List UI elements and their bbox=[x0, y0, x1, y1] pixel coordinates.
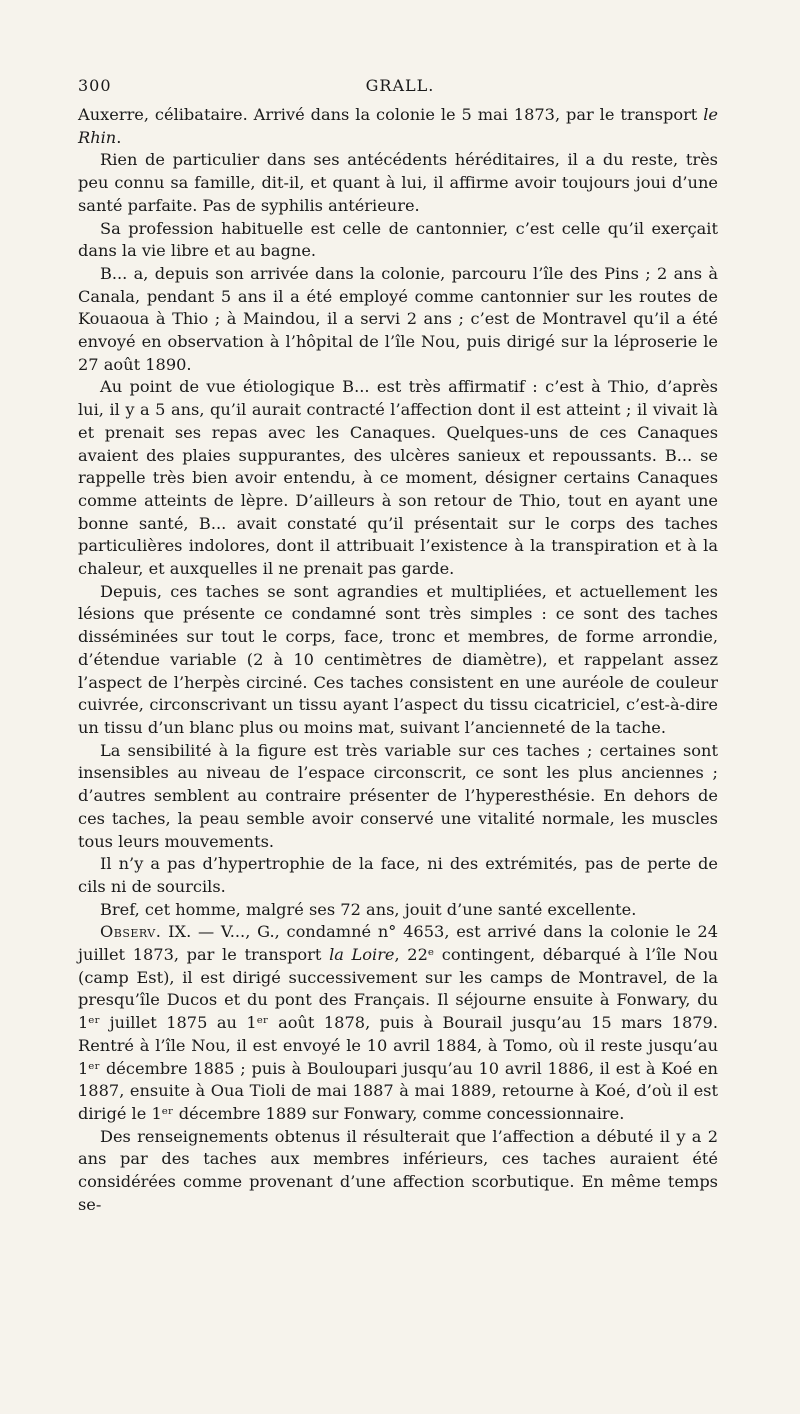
paragraph-11: Des renseignements obtenus il résulterait que l’affection a débuté il y a 2 ans par des taches aux membres inférieurs, ces taches auraient été considérées comme provenant d’une affection scorbutique. En même temps se- bbox=[78, 1126, 718, 1214]
paragraph-1-end: . bbox=[116, 127, 122, 147]
paragraph-6: Depuis, ces taches se sont agrandies et multipliées, et actuellement les lésions que présente ce condamné sont très simples : ce sont des taches disséminées sur tout le corps, face, tronc et membres, de forme arrondie, d’étendue variable (2 à 10 centimètres de diamètre), et rappelant assez l’aspect de l’herpès circiné. Ces taches consistent en une auréole de couleur cuivrée, circonscrivant un tissu ayant l’aspect du tissu cicatriciel, c’est-à-dire un tissu d’un blanc plus ou moins mat, suivant l’ancienneté de la tache. bbox=[78, 581, 718, 737]
paragraph-5: Au point de vue étiologique B... est très affirmatif : c’est à Thio, d’après lui, il y a 5 ans, qu’il aurait contracté l’affection dont il est atteint ; il vivait là et prenait ses repas avec les Canaques. Quelques-uns de ces Canaques avaient des plaies suppurantes, des ulcères sanieux et repoussants. B... se rappelle très bien avoir entendu, à ce moment, désigner certains Canaques comme atteints de lèpre. D’ailleurs à son retour de Thio, tout en ayant une bonne santé, B... avait constaté qu’il présentait sur le corps des taches particulières indolores, dont il attribuait l’existence à la transpiration et à la chaleur, et auxquelles il ne prenait pas garde. bbox=[78, 377, 718, 579]
page-number: 300 bbox=[78, 76, 112, 95]
paragraph-1 bbox=[78, 104, 718, 149]
observation-label: Observ. bbox=[100, 922, 162, 942]
ship-name-loire: la Loire bbox=[329, 945, 395, 965]
paragraph-9: Bref, cet homme, malgré ses 72 ans, jouit d’une santé excellente. bbox=[100, 899, 637, 919]
observation-ix-text: IX. — V..., G., condamné n° 4653, est arrivé dans la colonie le 24 juillet 1873, par le transport bbox=[78, 922, 718, 965]
paragraph-1-text: Auxerre, célibataire. Arrivé dans la colonie le 5 mai 1873, par le transport bbox=[78, 105, 704, 124]
paragraph-2: Rien de particulier dans ses antécédents héréditaires, il a du reste, très peu connu sa famille, dit-il, et quant à lui, il affirme avoir toujours joui d’une santé parfaite. Pas de syphilis antérieure. bbox=[78, 150, 718, 215]
observation-ix-text-continued: , 22ᵉ contingent, débarqué à l’île Nou (camp Est), il est dirigé successivement sur les camps de Montravel, de la presqu’île Ducos et du pont des Français. Il séjourne ensuite à Fonwary, du 1ᵉʳ juillet 1875 au 1ᵉʳ août 1878, puis à Bourail jusqu’au 15 mars 1879. Rentré à l’île Nou, il est envoyé le 10 avril 1884, à Tomo, où il reste jusqu’au 1ᵉʳ décembre 1885 ; puis à Bouloupari jusqu’au 10 avril 1886, il est à Koé en 1887, ensuite à Oua Tioli de mai 1887 à mai 1889, retourne à Koé, d’où il est dirigé le 1ᵉʳ décembre 1889 sur Fonwary, comme concessionnaire. bbox=[78, 945, 718, 1123]
paragraph-4: B... a, depuis son arrivée dans la colonie, parcouru l’île des Pins ; 2 ans à Canala, pendant 5 ans il a été employé comme cantonnier sur les routes de Kouaoua à Thio ; à Maindou, il a servi 2 ans ; c’est de Montravel qu’il a été envoyé en observation à l’hôpital de l’île Nou, puis dirigé sur la léproserie le 27 août 1890. bbox=[78, 263, 718, 374]
observation-ix-paragraph bbox=[78, 921, 718, 1125]
running-title: GRALL. bbox=[365, 76, 435, 95]
body-text bbox=[78, 104, 718, 1216]
paragraph-7: La sensibilité à la figure est très variable sur ces taches ; certaines sont insensibles au niveau de l’espace circonscrit, ce sont les plus anciennes ; d’autres semblent au contraire présenter de l’hyperesthésie. En dehors de ces taches, la peau semble avoir conservé une vitalité normale, les muscles tous leurs mouvements. bbox=[78, 740, 718, 851]
page-header bbox=[78, 76, 722, 100]
paragraph-8: Il n’y a pas d’hypertrophie de la face, ni des extrémités, pas de perte de cils ni de sourcils. bbox=[78, 854, 718, 896]
paragraph-3: Sa profession habituelle est celle de cantonnier, c’est celle qu’il exerçait dans la vie libre et au bagne. bbox=[78, 218, 718, 261]
ship-name-rhin: le Rhin bbox=[78, 105, 718, 147]
